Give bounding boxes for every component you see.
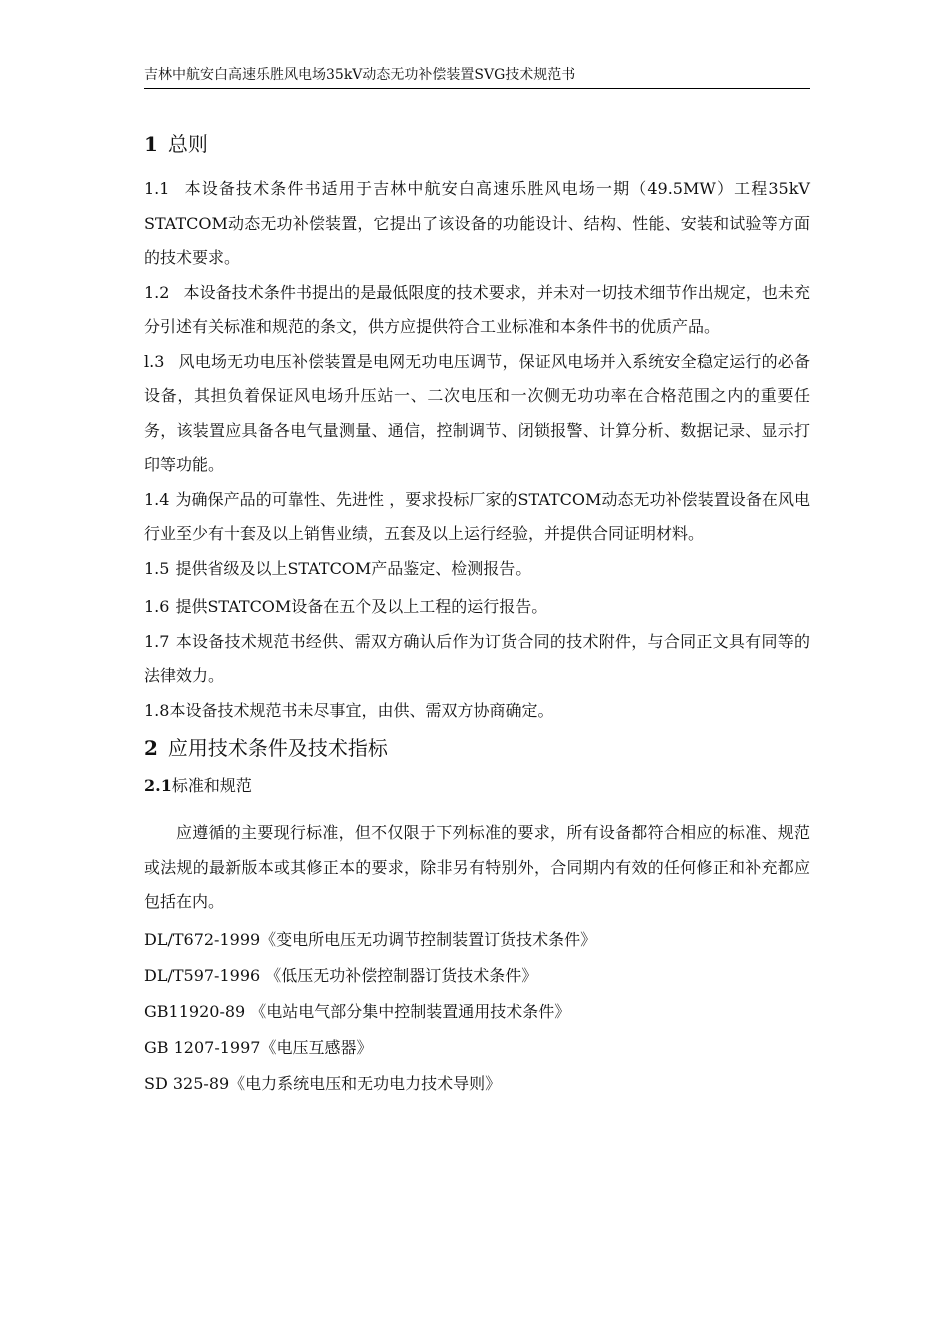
clause-number: 1.2	[144, 282, 170, 302]
clause-text: 本设备技术规范书未尽事宜，由供、需双方协商确定。	[169, 700, 554, 720]
section-2-heading	[144, 734, 810, 762]
standards-intro: 应遵循的主要现行标准，但不仅限于下列标准的要求，所有设备都符合相应的标准、规范或法规的最新版本或其修正本的要求，除非另有特别外，合同期内有效的任何修正和补充都应包括在内。	[144, 823, 810, 911]
section-1-heading	[144, 130, 810, 158]
document-body	[144, 120, 810, 1102]
section-2-title: 应用技术条件及技术指标	[167, 736, 388, 760]
clause-text: 本设备技术条件书适用于吉林中航安白高速乐胜风电场一期（49.5MW）工程35kV STATCOM动态无功补偿装置，它提出了该设备的功能设计、结构、性能、安装和试验等方面的技术要求。	[144, 179, 810, 267]
standard-item: DL/T672-1999《变电所电压无功调节控制装置订货技术条件》	[144, 929, 597, 949]
clause-text: 提供省级及以上STATCOM产品鉴定、检测报告。	[175, 558, 532, 578]
clause-1-6	[144, 590, 810, 625]
clause-text: 本设备技术规范书经供、需双方确认后作为订货合同的技术附件，与合同正文具有同等的法律效力。	[144, 631, 810, 685]
section-2-1-title: 标准和规范	[171, 776, 252, 795]
running-header: 吉林中航安白高速乐胜风电场35kV动态无功补偿装置SVG技术规范书	[144, 67, 576, 83]
section-2-1-number: 2.1	[144, 776, 172, 795]
standard-item: DL/T597-1996 《低压无功补偿控制器订货技术条件》	[144, 965, 538, 985]
clause-number: 1.6	[144, 597, 170, 616]
clause-number: 1.7	[144, 631, 170, 651]
clause-text: 提供STATCOM设备在五个及以上工程的运行报告。	[175, 597, 548, 616]
header-rule	[144, 88, 810, 89]
section-2-1-heading	[144, 774, 810, 798]
clause-text: 风电场无功电压补偿装置是电网无功电压调节，保证风电场并入系统安全稳定运行的必备设备，其担负着保证风电场升压站一、二次电压和一次侧无功功率在合格范围之内的重要任务，该装置应具备各电气量测量、通信，控制调节、闭锁报警、计算分析、数据记录、显示打印等功能。	[144, 351, 810, 474]
standard-item: GB11920-89 《电站电气部分集中控制装置通用技术条件》	[144, 1001, 571, 1021]
standard-item: GB 1207-1997《电压互感器》	[144, 1037, 373, 1057]
clause-text: 本设备技术条件书提出的是最低限度的技术要求，并未对一切技术细节作出规定，也未充分引述有关标准和规范的条文，供方应提供符合工业标准和本条件书的优质产品。	[144, 282, 810, 336]
clause-number: 1.1	[144, 179, 170, 198]
clause-number: l.3	[144, 351, 165, 371]
clause-number: 1.8	[144, 700, 170, 720]
clause-number: 1.5	[144, 558, 170, 578]
standard-item: SD 325-89《电力系统电压和无功电力技术导则》	[144, 1073, 502, 1093]
section-1-number: 1	[144, 132, 158, 156]
section-1-title: 总则	[167, 132, 208, 156]
clause-1-5	[144, 552, 810, 587]
clause-1-8	[144, 694, 810, 729]
clause-text: 为确保产品的可靠性、先进性 ，要求投标厂家的STATCOM动态无功补偿装置设备在风电行业至少有十套及以上销售业绩，五套及以上运行经验，并提供合同证明材料。	[144, 489, 810, 543]
clause-1-7	[144, 625, 810, 694]
clause-number: 1.4	[144, 489, 170, 509]
clause-1-4	[144, 483, 810, 552]
section-2-number: 2	[144, 736, 158, 760]
clause-1-2	[144, 276, 810, 345]
clause-1-3	[144, 345, 810, 483]
clause-1-1	[144, 172, 810, 276]
